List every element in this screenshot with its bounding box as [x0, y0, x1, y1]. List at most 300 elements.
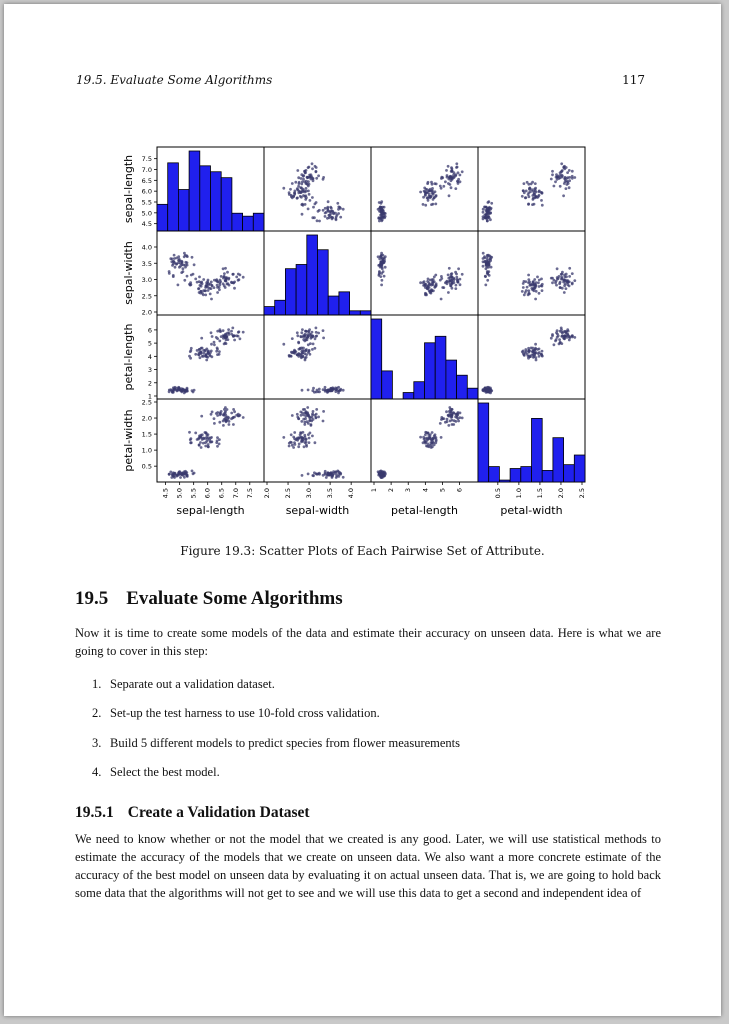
scatter-point [224, 279, 227, 282]
scatter-point [293, 352, 296, 355]
scatter-point [383, 216, 386, 219]
scatter-point [242, 416, 245, 419]
scatter-point [422, 203, 425, 206]
scatter-point [482, 260, 485, 263]
scatter-point [201, 355, 204, 358]
scatter-point [204, 294, 207, 297]
scatter-point [419, 191, 422, 194]
y-tick-label: 3.0 [141, 276, 152, 284]
scatter-point [521, 195, 524, 198]
scatter-point [563, 182, 566, 185]
scatter-point [196, 281, 199, 284]
scatter-point [527, 278, 530, 281]
scatter-point [455, 413, 458, 416]
scatter-point [532, 197, 535, 200]
scatter-point [315, 413, 318, 416]
scatter-point [199, 356, 202, 359]
scatter-point [571, 177, 574, 180]
y-tick-label: 6.5 [141, 176, 152, 185]
scatter-point [302, 418, 305, 421]
histogram-bar [425, 343, 436, 399]
x-tick-label: 4.5 [161, 488, 170, 499]
scatter-point [342, 476, 345, 479]
y-tick-label: 2.5 [141, 292, 152, 301]
scatter-point [573, 176, 576, 179]
scatter-point [551, 334, 554, 337]
scatter-point [452, 411, 455, 414]
scatter-point [524, 351, 527, 354]
histogram-bar [243, 216, 254, 231]
scatter-point [308, 437, 311, 440]
scatter-point [223, 272, 226, 275]
scatter-point [553, 185, 556, 188]
panel-frame [264, 315, 371, 399]
scatter-point [326, 207, 329, 210]
scatter-point [380, 272, 383, 275]
scatter-point [380, 208, 383, 211]
scatter-point [342, 208, 345, 211]
histogram-bar [253, 213, 264, 231]
scatter-point [293, 431, 296, 434]
scatter-point [315, 408, 318, 411]
histogram-bar [350, 311, 361, 315]
scatter-point [304, 441, 307, 444]
scatter-point [213, 286, 216, 289]
scatter-point [297, 185, 300, 188]
panel-frame [157, 231, 264, 315]
scatter-point [288, 445, 291, 448]
scatter-point [237, 413, 240, 416]
scatter-point [210, 331, 213, 334]
y-tick-label: 2.5 [141, 398, 152, 407]
x-axis-label: petal-width [500, 504, 563, 517]
x-tick-label: 2 [387, 488, 396, 493]
scatter-point [528, 188, 531, 191]
scatter-point [300, 414, 303, 417]
histogram-bar [435, 336, 446, 399]
histogram-bar [307, 235, 318, 315]
scatter-point [311, 162, 314, 165]
scatter-point [457, 171, 460, 174]
scatter-point [571, 334, 574, 337]
scatter-point [565, 287, 568, 290]
scatter-point [565, 187, 568, 190]
scatter-point [179, 476, 182, 479]
x-tick-label: 7.0 [231, 488, 240, 499]
scatter-point [327, 472, 330, 475]
scatter-point [309, 199, 312, 202]
scatter-point [315, 166, 318, 169]
scatter-point [459, 412, 462, 415]
scatter-point [315, 331, 318, 334]
scatter-point [431, 289, 434, 292]
scatter-point [191, 470, 194, 473]
histogram-bar [339, 292, 350, 315]
scatter-point [447, 277, 450, 280]
scatter-point [197, 438, 200, 441]
scatter-point [302, 351, 305, 354]
scatter-point [486, 210, 489, 213]
scatter-point [444, 180, 447, 183]
scatter-point [296, 197, 299, 200]
scatter-point [184, 264, 187, 267]
scatter-point [224, 267, 227, 270]
scatter-point [434, 190, 437, 193]
scatter-point [205, 436, 208, 439]
scatter-point [177, 284, 180, 287]
scatter-point [225, 419, 228, 422]
scatter-point [227, 282, 230, 285]
scatter-point [451, 167, 454, 170]
scatter-point [566, 171, 569, 174]
scatter-point [522, 189, 525, 192]
scatter-point [566, 328, 569, 331]
scatter-point [331, 476, 334, 479]
scatter-point [533, 349, 536, 352]
scatter-point [202, 437, 205, 440]
y-tick-label: 1.5 [141, 430, 152, 439]
scatter-point [307, 185, 310, 188]
scatter-point [429, 188, 432, 191]
scatter-point [447, 274, 450, 277]
scatter-point [521, 290, 524, 293]
scatter-point [380, 218, 383, 221]
scatter-point [527, 350, 530, 353]
scatter-point [223, 284, 226, 287]
scatter-point [428, 437, 431, 440]
scatter-point [553, 343, 556, 346]
scatter-point [314, 337, 317, 340]
scatter-point [551, 173, 554, 176]
y-axis-label: sepal-length [122, 154, 135, 224]
scatter-point [439, 422, 442, 425]
x-tick-label: 6.5 [217, 488, 226, 499]
scatter-point [440, 416, 443, 419]
scatter-point [447, 291, 450, 294]
scatter-point [331, 389, 334, 392]
scatter-point [336, 202, 339, 205]
scatter-point [564, 176, 567, 179]
scatter-point [296, 334, 299, 337]
list-number: 1. [92, 677, 102, 691]
scatter-point [318, 220, 321, 223]
scatter-point [300, 439, 303, 442]
scatter-point [527, 355, 530, 358]
scatter-point [304, 194, 307, 197]
scatter-point [482, 211, 485, 214]
scatter-point [213, 341, 216, 344]
scatter-point [432, 193, 435, 196]
x-tick-label: 7.5 [245, 488, 254, 499]
scatter-point [322, 337, 325, 340]
scatter-point [302, 174, 305, 177]
scatter-point [304, 359, 307, 362]
scatter-point [324, 215, 327, 218]
scatter-point [325, 389, 328, 392]
scatter-point [383, 474, 386, 477]
scatter-point [219, 328, 222, 331]
scatter-point [297, 417, 300, 420]
scatter-point [233, 287, 236, 290]
scatter-point [557, 277, 560, 280]
scatter-point [337, 475, 340, 478]
scatter-point [524, 280, 527, 283]
scatter-point [571, 272, 574, 275]
scatter-point [538, 285, 541, 288]
scatter-point [298, 443, 301, 446]
scatter-point [419, 436, 422, 439]
histogram-bar [264, 307, 275, 315]
list-text: Build 5 different models to predict species from flower measurements [110, 736, 461, 750]
scatter-point [307, 208, 310, 211]
scatter-point [308, 193, 311, 196]
scatter-point [334, 471, 337, 474]
scatter-point [334, 387, 337, 390]
scatter-point [293, 437, 296, 440]
scatter-point [213, 422, 216, 425]
scatter-point [558, 338, 561, 341]
scatter-point [312, 206, 315, 209]
x-tick-label: 1.0 [514, 488, 523, 499]
scatter-point [302, 178, 305, 181]
scatter-point [448, 194, 451, 197]
x-tick-label: 5 [438, 488, 447, 493]
histogram-bar [414, 382, 425, 399]
scatter-point [211, 335, 214, 338]
scatter-point [314, 203, 317, 206]
scatter-point [486, 389, 489, 392]
scatter-point [450, 186, 453, 189]
scatter-point [451, 423, 454, 426]
scatter-point [454, 187, 457, 190]
scatter-point [482, 389, 485, 392]
scatter-point [314, 441, 317, 444]
x-axis-label: petal-length [391, 504, 458, 517]
scatter-point [315, 177, 318, 180]
scatter-point [565, 166, 568, 169]
scatter-point [193, 263, 196, 266]
scatter-point [461, 273, 464, 276]
scatter-point [380, 202, 383, 205]
scatter-point [424, 442, 427, 445]
scatter-point [316, 473, 319, 476]
scatter-point [446, 176, 449, 179]
x-axis-label: sepal-width [285, 504, 350, 517]
scatter-point [218, 340, 221, 343]
scatter-point [484, 386, 487, 389]
scatter-point [300, 347, 303, 350]
scatter-point [537, 281, 540, 284]
scatter-point [530, 183, 533, 186]
scatter-point [324, 470, 327, 473]
scatter-point [564, 279, 567, 282]
scatter-point [541, 204, 544, 207]
scatter-point [300, 356, 303, 359]
scatter-point [184, 472, 187, 475]
histogram-bar [285, 269, 296, 315]
running-title: 19.5. Evaluate Some Algorithms [76, 73, 273, 87]
scatter-point [379, 275, 382, 278]
scatter-point [424, 431, 427, 434]
scatter-point [429, 433, 432, 436]
scatter-point [197, 287, 200, 290]
scatter-point [232, 273, 235, 276]
scatter-point [311, 196, 314, 199]
scatter-matrix-figure [4, 4, 721, 534]
scatter-point [524, 196, 527, 199]
scatter-point [337, 206, 340, 209]
x-tick-label: 2.5 [284, 488, 293, 499]
scatter-point [560, 277, 563, 280]
scatter-point [560, 162, 563, 165]
scatter-point [190, 274, 193, 277]
scatter-point [311, 167, 314, 170]
scatter-point [178, 387, 181, 390]
scatter-point [189, 281, 192, 284]
scatter-point [298, 182, 301, 185]
scatter-point [183, 255, 186, 258]
scatter-point [440, 277, 443, 280]
scatter-point [288, 442, 291, 445]
scatter-point [428, 289, 431, 292]
scatter-point [442, 185, 445, 188]
x-tick-label: 5.5 [189, 488, 198, 499]
y-tick-label: 4.0 [141, 243, 152, 252]
scatter-point [183, 252, 186, 255]
scatter-point [535, 359, 538, 362]
histogram-bar [318, 250, 329, 315]
scatter-point [216, 284, 219, 287]
scatter-point [424, 292, 427, 295]
scatter-point [226, 332, 229, 335]
scatter-point [183, 389, 186, 392]
scatter-point [522, 282, 525, 285]
scatter-point [183, 279, 186, 282]
scatter-point [216, 436, 219, 439]
scatter-point [317, 174, 320, 177]
histogram-bar [457, 375, 468, 399]
scatter-point [237, 279, 240, 282]
scatter-point [175, 475, 178, 478]
scatter-point [182, 267, 185, 270]
scatter-point [312, 410, 315, 413]
scatter-point [219, 283, 222, 286]
scatter-point [189, 357, 192, 360]
scatter-point [170, 476, 173, 479]
scatter-point [189, 350, 192, 353]
x-tick-label: 6 [455, 488, 464, 493]
scatter-point [527, 293, 530, 296]
scatter-point [550, 178, 553, 181]
scatter-point [232, 334, 235, 337]
scatter-point [220, 275, 223, 278]
scatter-point [198, 351, 201, 354]
scatter-point [446, 420, 449, 423]
scatter-point [451, 408, 454, 411]
y-axis-label: petal-length [122, 323, 135, 391]
scatter-point [289, 188, 292, 191]
scatter-point [568, 339, 571, 342]
histogram-bar [157, 204, 168, 231]
scatter-point [482, 252, 485, 255]
scatter-point [306, 406, 309, 409]
scatter-point [201, 292, 204, 295]
scatter-point [226, 271, 229, 274]
scatter-point [380, 260, 383, 263]
scatter-point [450, 414, 453, 417]
scatter-point [530, 284, 533, 287]
scatter-point [424, 204, 427, 207]
scatter-point [482, 265, 485, 268]
scatter-point [450, 411, 453, 414]
scatter-point [538, 190, 541, 193]
scatter-point [306, 414, 309, 417]
scatter-point [311, 414, 314, 417]
scatter-point [454, 271, 457, 274]
scatter-point [384, 266, 387, 269]
scatter-point [305, 169, 308, 172]
scatter-point [563, 276, 566, 279]
scatter-point [527, 203, 530, 206]
scatter-point [207, 279, 210, 282]
scatter-point [300, 335, 303, 338]
scatter-point [447, 165, 450, 168]
scatter-point [526, 286, 529, 289]
scatter-point [200, 347, 203, 350]
scatter-point [533, 278, 536, 281]
scatter-point [239, 337, 242, 340]
scatter-point [331, 210, 334, 213]
scatter-point [490, 202, 493, 205]
scatter-point [313, 471, 316, 474]
histogram-bar [232, 213, 243, 231]
scatter-point [381, 279, 384, 282]
scatter-point [196, 349, 199, 352]
histogram-bar [189, 151, 200, 231]
scatter-point [186, 255, 189, 258]
scatter-point [302, 437, 305, 440]
scatter-point [331, 386, 334, 389]
scatter-point [431, 441, 434, 444]
section-title: Evaluate Some Algorithms [126, 588, 343, 609]
scatter-point [200, 446, 203, 449]
histogram-bar [553, 438, 564, 482]
scatter-point [296, 438, 299, 441]
scatter-point [564, 335, 567, 338]
scatter-point [568, 169, 571, 172]
scatter-point [459, 283, 462, 286]
scatter-point [168, 473, 171, 476]
x-axis-label: sepal-length [176, 504, 245, 517]
histogram-bar [403, 393, 414, 399]
scatter-point [231, 327, 234, 330]
scatter-point [380, 473, 383, 476]
scatter-point [168, 389, 171, 392]
scatter-point [557, 334, 560, 337]
scatter-point [301, 474, 304, 477]
x-tick-label: 1 [370, 488, 378, 493]
scatter-point [237, 273, 240, 276]
scatter-point [191, 389, 194, 392]
scatter-point [301, 389, 304, 392]
scatter-point [317, 210, 320, 213]
scatter-point [328, 214, 331, 217]
y-tick-label: 2.0 [141, 308, 152, 317]
scatter-point [550, 337, 553, 340]
scatter-point [306, 420, 309, 423]
scatter-point [538, 292, 541, 295]
list-text: Separate out a validation dataset. [110, 677, 275, 691]
